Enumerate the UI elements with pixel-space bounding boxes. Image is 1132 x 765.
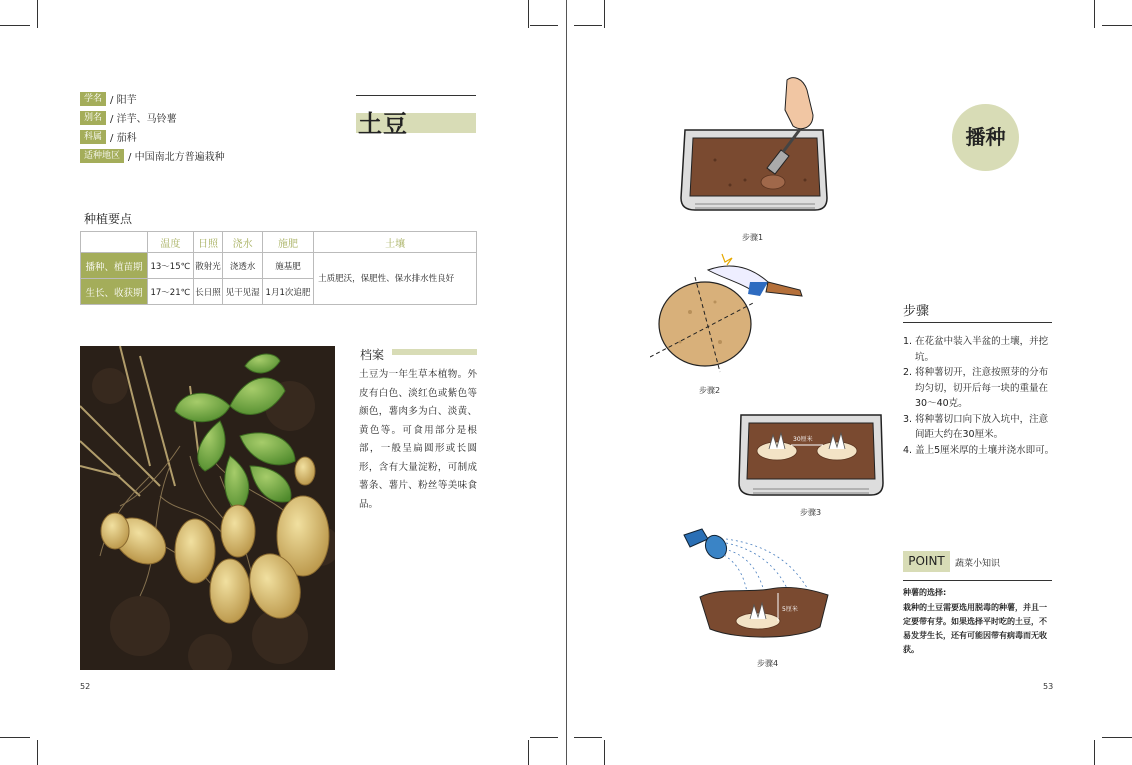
archive-body: 土豆为一年生草本植物。外皮有白色、淡红色或紫色等颜色，薯肉多为白、淡黄、黄色等。可食用部分是根部，一般呈扁圆形或长圆形，含有大量淀粉，可制成薯条、薯片、粉丝等美味食品。: [359, 369, 477, 510]
crop-mark: [37, 740, 38, 765]
meta-family: [80, 129, 137, 144]
point-heading: 种薯的选择:: [903, 588, 947, 597]
crop-mark: [1102, 25, 1132, 26]
row-label: 播种、植苗期: [81, 253, 148, 279]
meta-scientific-name: [80, 91, 137, 106]
crop-mark: [1102, 737, 1132, 738]
steps-heading: 步骤: [903, 304, 930, 319]
meta-alias: [80, 110, 177, 125]
archive-heading-bar: [392, 349, 477, 355]
figure-caption: 步骤2: [699, 386, 721, 395]
crop-mark: [530, 737, 558, 738]
table-cell: 1月1次追肥: [262, 279, 313, 305]
meta-region: [80, 148, 225, 163]
table-cell: 施基肥: [262, 253, 313, 279]
crop-mark: [528, 0, 529, 28]
potato-plant-photo: [80, 346, 335, 670]
table-corner: [81, 232, 148, 253]
crop-mark: [528, 740, 529, 765]
crop-mark: [574, 25, 602, 26]
list-item: 3. 将种薯切口向下放入坑中，注意间距大约在30厘米。: [903, 413, 1049, 440]
meta-tag: 学名: [80, 92, 106, 106]
watering-can-icon: [684, 529, 731, 562]
page-title: 土豆: [358, 110, 408, 138]
crop-mark: [604, 0, 605, 28]
point-tag: POINT: [903, 551, 950, 572]
crop-mark: [1094, 0, 1095, 28]
crop-mark: [0, 25, 30, 26]
list-item: 1. 在花盆中装入半盆的土壤，并挖坑。: [903, 336, 1049, 363]
meta-value: / 茄科: [110, 133, 137, 144]
meta-value: / 中国南北方普遍栽种: [128, 152, 225, 163]
crop-mark: [1094, 740, 1095, 765]
col-fertilizer: 施肥: [262, 232, 313, 253]
step4-illustration: [680, 525, 835, 650]
step2-illustration: [650, 252, 810, 382]
table-cell: 散射光: [193, 253, 223, 279]
figure-caption: 步骤4: [757, 659, 779, 668]
planting-points-heading: 种植要点: [84, 212, 133, 226]
list-item: 2. 将种薯切开，注意按照芽的分布均匀切，切开后每一块的重量在30～40克。: [903, 367, 1049, 409]
crop-mark: [574, 737, 602, 738]
col-soil: 土壤: [314, 232, 477, 253]
page-number-right: 53: [1043, 682, 1054, 691]
soil-cell: 土质肥沃，保肥性、保水排水性良好: [314, 253, 477, 305]
step3-illustration: [735, 405, 887, 500]
table-cell: 浇透水: [223, 253, 262, 279]
page-gutter: [566, 0, 567, 765]
table-row: [81, 253, 477, 279]
table-cell: 13～15℃: [148, 253, 194, 279]
table-cell: 17～21℃: [148, 279, 194, 305]
point-rule: [903, 580, 1052, 581]
meta-tag: 别名: [80, 111, 106, 125]
meta-tag: 适种地区: [80, 149, 124, 163]
col-sunlight: 日照: [193, 232, 223, 253]
meta-value: / 阳芋: [110, 95, 137, 106]
table-cell: 长日照: [193, 279, 223, 305]
point-subtitle: 蔬菜小知识: [955, 559, 1001, 569]
crop-mark: [0, 737, 30, 738]
step1-illustration: [675, 70, 835, 220]
figure-caption: 步骤3: [800, 508, 822, 517]
archive-heading: 档案: [360, 348, 385, 362]
page-number-left: 52: [80, 682, 91, 691]
steps-rule: [903, 322, 1052, 323]
crop-mark: [530, 25, 558, 26]
steps-list: [903, 334, 1055, 458]
point-body: 栽种的土豆需要选用脱毒的种薯，并且一定要带有芽。如果选择平时吃的土豆，不易发芽生长，还有可能因带有病毒而无收获。: [903, 603, 1047, 654]
list-item: 4. 盖上5厘米厚的土壤并浇水即可。: [903, 444, 1055, 456]
depth-label: 5厘米: [782, 606, 798, 613]
crop-mark: [37, 0, 38, 28]
crop-mark: [604, 740, 605, 765]
section-title: 播种: [965, 125, 1006, 149]
row-label: 生长、收获期: [81, 279, 148, 305]
spacing-label: 30厘米: [793, 436, 813, 443]
meta-tag: 科属: [80, 130, 106, 144]
figure-caption: 步骤1: [742, 233, 764, 242]
meta-value: / 洋芋、马铃薯: [110, 114, 177, 125]
table-header-row: [81, 232, 477, 253]
planting-points-table: [80, 231, 477, 305]
table-cell: 见干见湿: [223, 279, 262, 305]
col-watering: 浇水: [223, 232, 262, 253]
col-temperature: 温度: [148, 232, 194, 253]
